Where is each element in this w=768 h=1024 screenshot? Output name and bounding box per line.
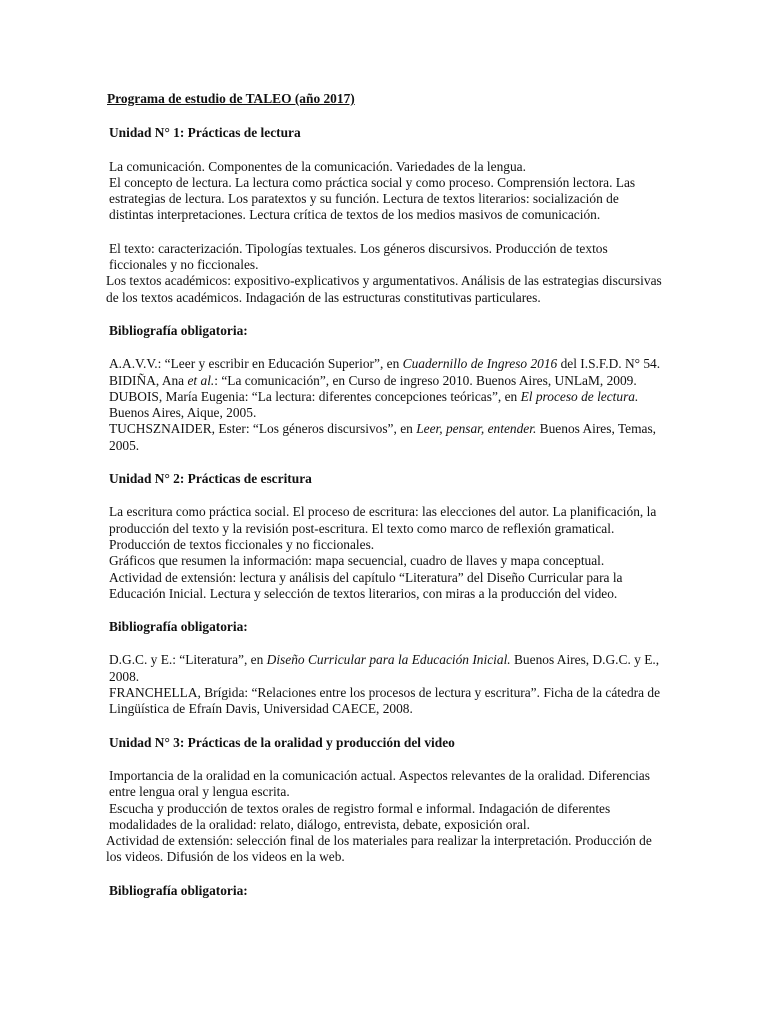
paragraph: La comunicación. Componentes de la comunicación. Variedades de la lengua. [109,158,526,174]
entry-text: DUBOIS, María Eugenia: “La lectura: diferentes concepciones teóricas”, en [109,388,521,404]
entry-text: : “La comunicación”, en Curso de ingreso 2010. Buenos Aires, UNLaM, 2009. [214,372,637,388]
entry-text: Buenos Aires, Temas, 2005. [109,421,657,453]
bibliography-entry [106,652,666,685]
unit2-content-block [106,504,666,602]
document-title: Programa de estudio de TALEO (año 2017) [107,91,355,106]
unit3-heading: Unidad N° 3: Prácticas de la oralidad y producción del video [109,734,455,750]
unit1-content-block-1 [106,159,666,224]
paragraph: Actividad de extensión: lectura y análisis del capítulo “Literatura” del Diseño Curricular para la Educación Inicial. Lectura y selección de textos literarios, con miras a la producción del video. [109,569,623,601]
unit1-content-block-2 [106,241,666,306]
paragraph: El texto: caracterización. Tipologías textuales. Los géneros discursivos. Producción de textos ficcionales y no ficcionales. [109,240,608,273]
entry-title: Leer, pensar, entender. [416,421,537,437]
unit2-heading: Unidad N° 2: Prácticas de escritura [109,471,312,487]
paragraph: Los textos académicos: expositivo-explicativos y argumentativos. Análisis de las estrategias discursivas de los textos académicos. Indagación de las estructuras constitutivas particulares. [106,273,662,305]
paragraph: Importancia de la oralidad en la comunicación actual. Aspectos relevantes de la oralidad. Diferencias entre lengua oral y lengua escrita. [109,767,650,800]
entry-text: A.A.V.V.: “Leer y escribir en Educación Superior”, en [109,356,403,372]
unit1-bibliography-heading: Bibliografía obligatoria: [109,322,248,338]
unit1-bibliography-list [106,356,666,454]
bibliography-entry [106,356,666,372]
paragraph: La escritura como práctica social. El proceso de escritura: las elecciones del autor. La planificación, la producción del texto y la revisión post-escritura. El texto como marco de reflexión gramatical. Producción de textos ficcionales y no ficcionales. [109,504,657,552]
bibliography-entry [106,373,666,389]
unit2-bibliography-list [106,652,666,717]
paragraph: Escucha y producción de textos orales de registro formal e informal. Indagación de diferentes modalidades de la oralidad: relato, diálogo, entrevista, debate, exposición oral. [109,800,611,832]
entry-text: del I.S.F.D. N° 54. [557,356,661,372]
entry-text: Buenos Aires, Aique, 2005. [109,405,257,421]
unit2-bibliography-heading: Bibliografía obligatoria: [109,619,248,635]
entry-title: Diseño Curricular para la Educación Inicial. [266,652,511,668]
document-page [106,91,666,916]
entry-text: Buenos Aires, D.G.C. y E., 2008. [109,652,660,684]
paragraph: El concepto de lectura. La lectura como práctica social y como proceso. Comprensión lectora. Las estrategias de lectura. Los paratextos y su función. Lectura de textos literarios: socialización de distintas interpretaciones. Lectura crítica de textos de los medios masivos de comunicación. [109,174,636,223]
entry-title: Cuadernillo de Ingreso 2016 [402,356,558,372]
bibliography-entry [106,389,666,422]
entry-title: et al. [187,372,215,388]
unit3-bibliography-heading: Bibliografía obligatoria: [109,882,248,898]
bibliography-entry [106,421,666,454]
entry-text: FRANCHELLA, Brígida: “Relaciones entre los procesos de lectura y escritura”. Ficha de la cátedra de Lingüística de Efraín Davis, Universidad CAECE, 2008. [109,685,661,717]
bibliography-entry [106,685,666,718]
entry-title: El proceso de lectura. [520,388,639,404]
entry-text: D.G.C. y E.: “Literatura”, en [109,652,267,668]
paragraph: Gráficos que resumen la información: mapa secuencial, cuadro de llaves y mapa conceptual. [109,553,605,569]
paragraph: Actividad de extensión: selección final de los materiales para realizar la interpretación. Producción de los videos. Difusión de los videos en la web. [106,833,652,865]
entry-text: BIDIÑA, Ana [109,372,188,388]
unit1-heading: Unidad N° 1: Prácticas de lectura [109,125,301,141]
unit3-content-block [106,768,666,866]
entry-text: TUCHSZNAIDER, Ester: “Los géneros discursivos”, en [109,421,417,437]
